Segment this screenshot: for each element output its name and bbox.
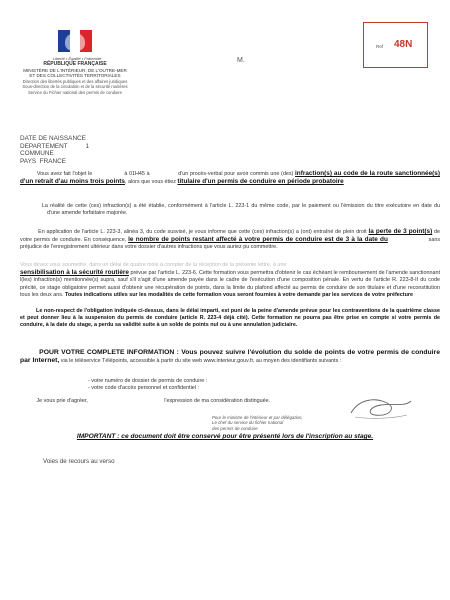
signature-image [345, 393, 415, 421]
paragraph-establishment: La réalité de cette (ces) infraction(s) a été établie, conformément à l'article L. 223-1 du même code, par le paiement ou l'émission du titre exécutoire en date du d'une amende forfaitaire majorée. [41, 203, 440, 217]
country-row: PAYS FRANCE [20, 157, 66, 165]
important-notice: IMPORTANT : ce document doit être conservé pour être présenté lors de l'inscription au stage. [76, 433, 374, 440]
birth-date-row: DATE DE NAISSANCE [20, 135, 86, 142]
ministry-header [20, 62, 130, 96]
offense-highlight: infraction(s) au code de la route sanctionnée(s) d'un retrait d'au moins trois points [20, 170, 440, 186]
ministry-line-1: MINISTÈRE DE L'INTÉRIEUR, DE L'OUTRE-MER [23, 67, 127, 73]
file-number-item: - votre numéro de dossier de permis de conduire : [88, 378, 208, 384]
paragraph-penalty: Le non-respect de l'obligation indiquée ci-dessus, dans le délai imparti, est puni de la peine d'amende prévue pour les contraventions de la quatrième classe et peut donner lieu à la suspension du permis de conduire (article R. 223-4 déjà cité). Cette formation ne pourra pas être prise en compte si votre permis de conduire, à la date du stage, a perdu sa validité suite à un solde de points nul ou à une annulation judiciaire. [20, 308, 441, 329]
paragraph-training: Vous devez vous soumettre, dans un délai de quatre mois à compter de la réception de la présente lettre, à une sensibilisation à la sécurité routière prévue par l'article L. 223-6. Cette formation vous permettra d'obtenir le cas échéant le remboursement de l'amende sanctionnant l(les) infraction(s) mentionnée(s) supra, sauf s'il s'agit d'une amende payée dans le cadre de l'exécution d'une composition pénale. En vertu de l'article R. 223-8-II du code précité, ce stage obligatoire permet aussi d'obtenir une récupération de points, dans la limite du plafond affecté au permis de conduire de son titulaire et d'une reconstitution tous les deux ans. Toutes indications utiles sur les modalités de cette formation vous seront fournies à votre demande par les services de votre préfecture [20, 262, 440, 298]
reference-label: Ref [376, 44, 384, 49]
points-lost-highlight: la perte de 3 point(s) [368, 228, 433, 235]
training-highlight: sensibilisation à la sécurité routière [20, 269, 129, 277]
points-remaining-highlight: le nombre de points restant affecté à votre permis de conduire est de 3 à la date du [128, 236, 388, 244]
direction-line-2: Sous-direction de la circulation et de la sécurité routières [22, 84, 128, 90]
recipient-salutation: M. [237, 57, 245, 64]
paragraph-online-info: POUR VOTRE COMPLETE INFORMATION : Vous pouvez suivre l'évolution du solde de points de votre permis de conduire par Internet, via le téléservice Télépoints, accessible à partir du site web www.interieur.gouv.fr, au moyen des identifiants suivants : [20, 349, 440, 365]
ministry-line-2: ET DES COLLECTIVITÉS TERRITORIALES [29, 73, 121, 79]
commune-row: COMMUNE [20, 150, 54, 158]
paragraph-points-loss: En application de l'article L. 223-3, alinéa 3, du code susvisé, je vous informe que cette (ces) infraction(s) a (ont) entraîné de plein droit la perte de 3 point(s) de votre permis de conduire. En conséquence, le nombre de points restant affecté à votre permis de conduire est de 3 à la date du sans préjudice de l'enregistrement ultérieur dans votre dossier d'autres infractions que vous auriez pu commettre. [20, 228, 441, 251]
closing-formula: Je vous prie d'agréer, l'expression de ma considération distinguée. [36, 398, 271, 404]
department-row: DEPARTEMENT 1 [20, 142, 90, 150]
direction-line-3: Service du Fichier national des permis de conduire [27, 89, 123, 95]
access-code-item: - votre code d'accès personnel et confidentiel : [88, 385, 200, 392]
republic-motto: Liberté • Égalité • Fraternité [52, 56, 102, 61]
reference-box [363, 22, 428, 68]
direction-line-1: Direction des libertés publiques et des affaires juridiques [22, 78, 128, 84]
holder-info [20, 135, 89, 165]
appeal-routes-note: Voies de recours au verso [43, 458, 115, 465]
training-info-highlight: Toutes indications utiles sur les modalités de cette formation vous seront fournies à votre demande par les services de votre préfecture [64, 291, 413, 298]
republic-name: RÉPUBLIQUE FRANÇAISE [43, 61, 107, 67]
paragraph-offense: Vous avez fait l'objet le à 01H45 à d'un procès-verbal pour avoir commis une (des) infraction(s) au code de la route sanctionnée(s) d'un retrait d'au moins trois points, alors que vous étiez titulaire d'un permis de conduire en période probatoire [20, 170, 440, 186]
identifier-list [88, 378, 288, 392]
reference-value: 48N [394, 39, 413, 50]
probation-highlight: titulaire d'un permis de conduire en période probatoire [177, 178, 344, 186]
signature-caption: Pour le ministre de l'intérieur et par délégation, Le chef du service du fichier national des permis de conduire [212, 415, 303, 431]
marianne-logo [58, 30, 92, 52]
